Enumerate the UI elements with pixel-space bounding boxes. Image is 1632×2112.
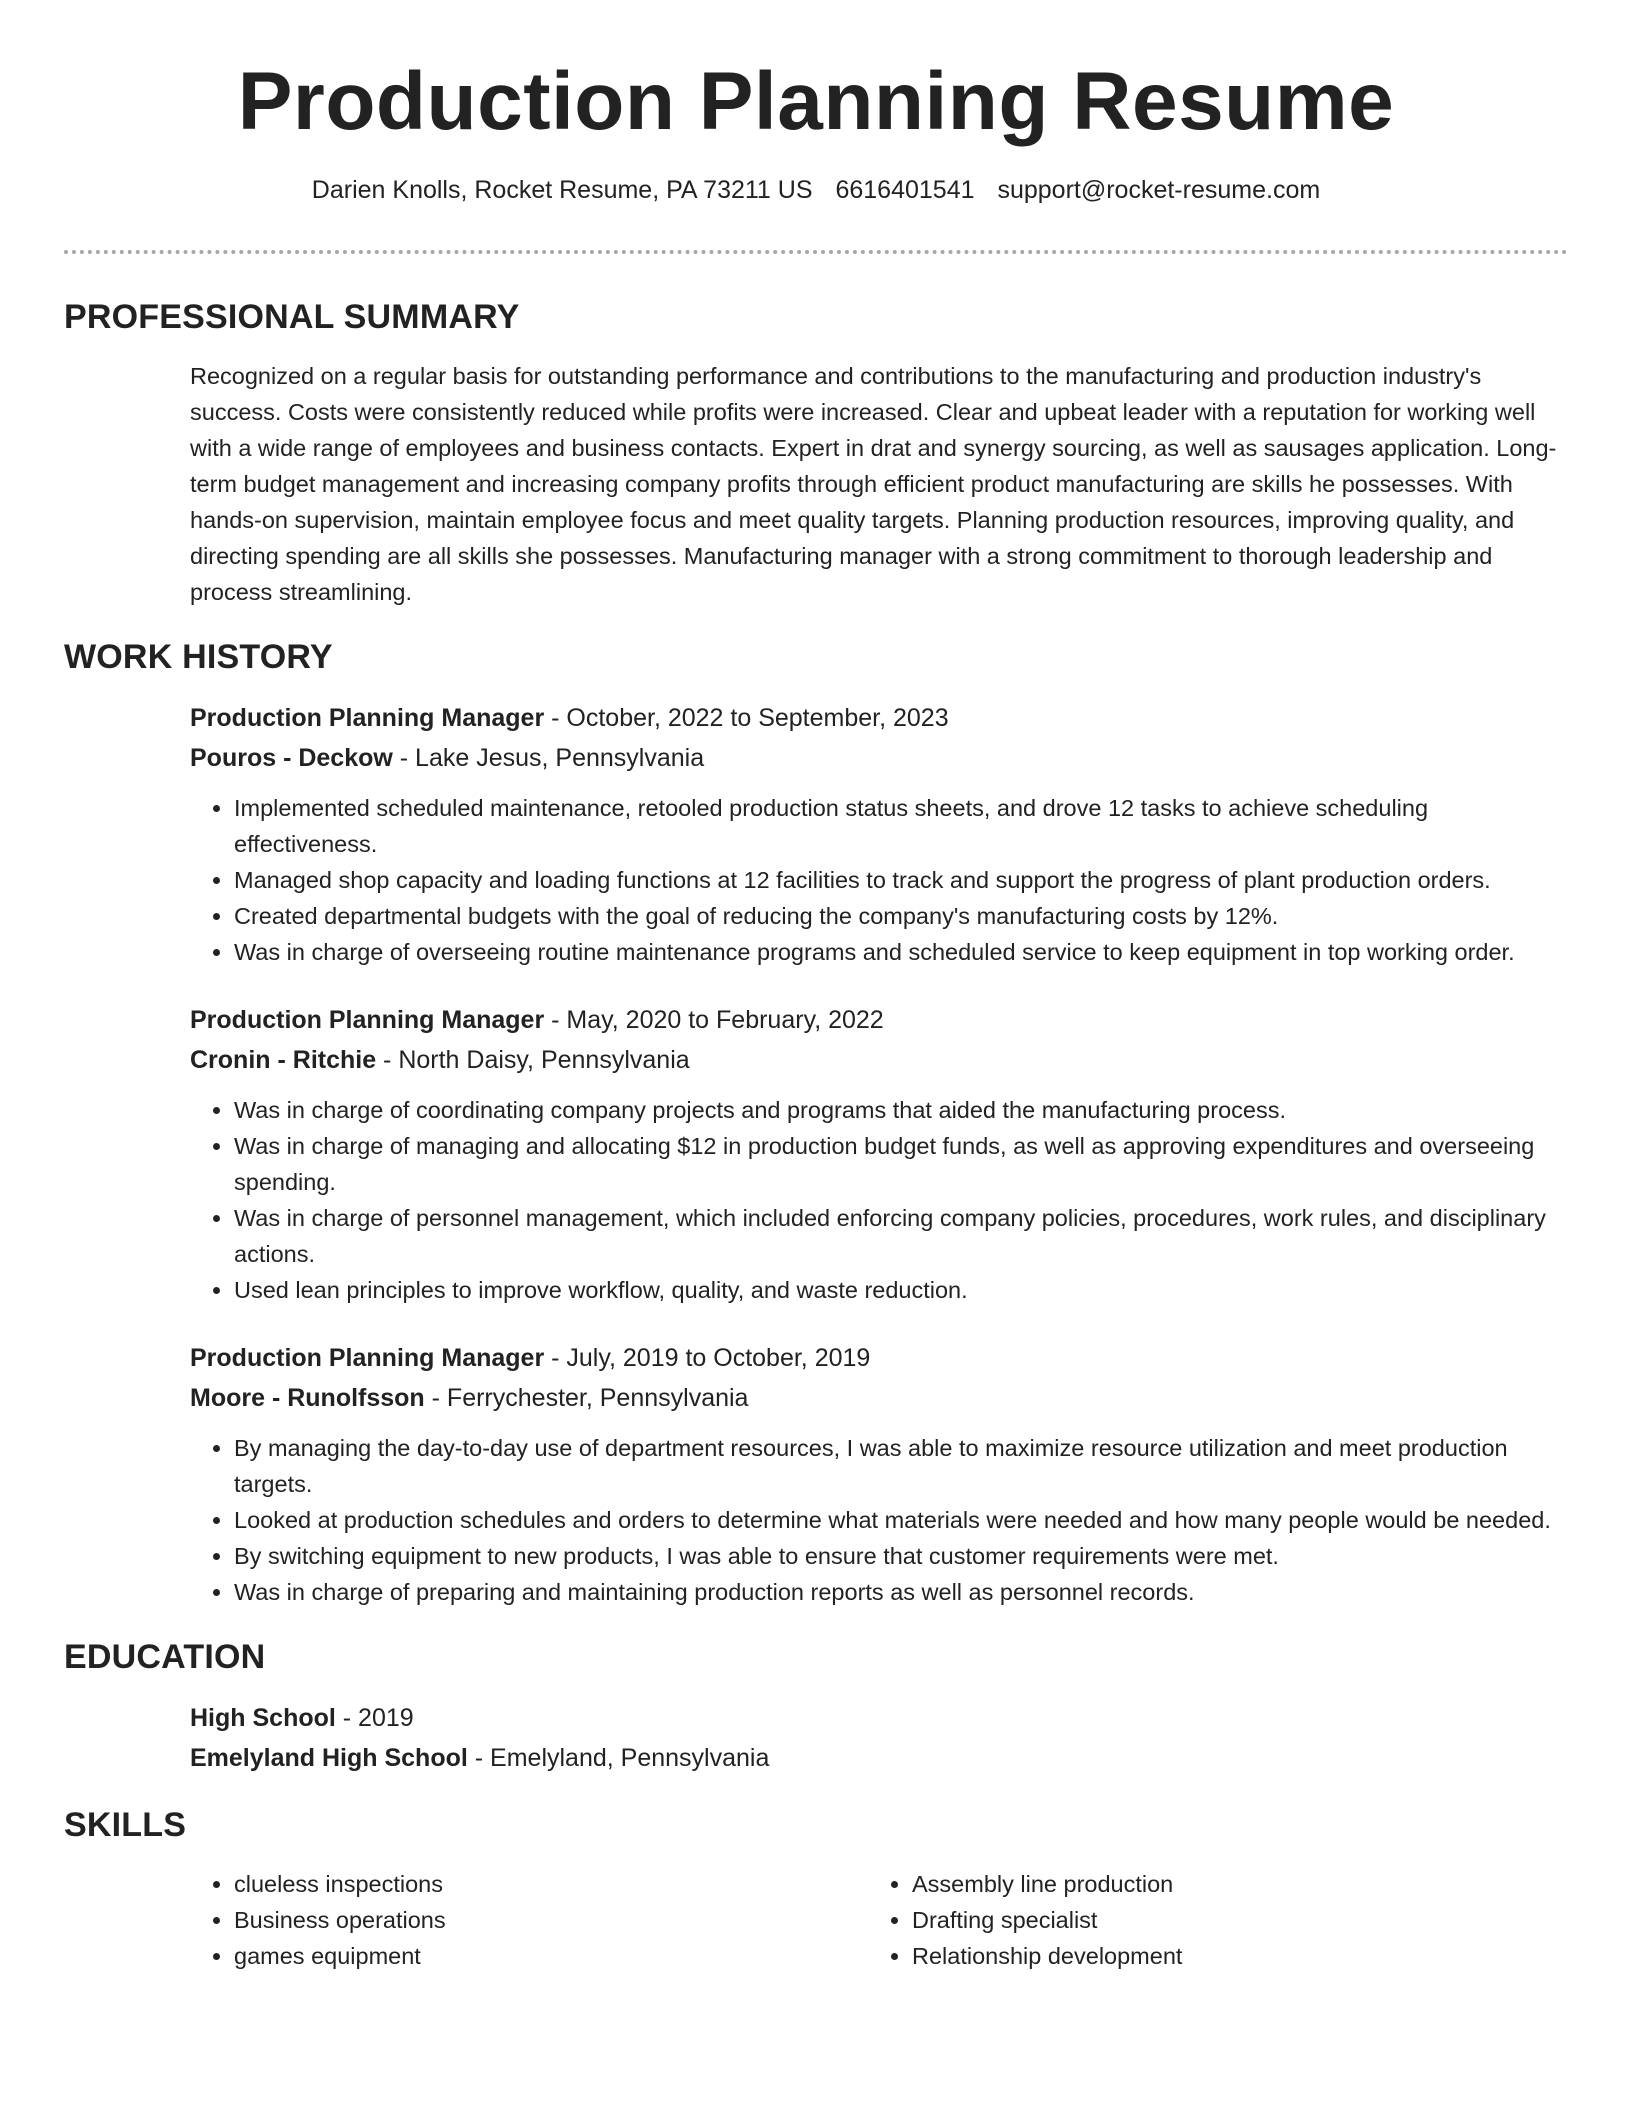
job-role: Production Planning Manager [190,1344,545,1372]
job-entry [190,1000,1568,1308]
list-item: • clueless inspections [234,1866,868,1902]
job-dates: - October, 2022 to September, 2023 [544,704,949,732]
job-entry [190,1338,1568,1610]
skills-column-right [868,1866,1546,1974]
skills-column-left [190,1866,868,1974]
contact-line [64,174,1568,206]
education-heading: EDUCATION [64,1638,266,1676]
resume-content [64,296,1568,2000]
education-school: Emelyland High School [190,1744,468,1772]
job-title-line [190,1338,1568,1378]
list-item: • Used lean principles to improve workflow, quality, and waste reduction. [234,1272,1568,1308]
list-item: • By switching equipment to new products, I was able to ensure that customer requirements were met. [234,1538,1568,1574]
education-school-line [190,1738,1568,1778]
list-item: • Was in charge of personnel management, which included enforcing company policies, procedures, work rules, and disciplinary actions. [234,1200,1568,1272]
list-item: • Business operations [234,1902,868,1938]
job-title-line [190,698,1568,738]
education-year: - 2019 [335,1704,414,1732]
list-item: • Was in charge of coordinating company projects and programs that aided the manufacturing process. [234,1092,1568,1128]
list-item: • games equipment [234,1938,868,1974]
job-company: Cronin - Ritchie [190,1046,377,1074]
job-company-line [190,1040,1568,1080]
job-company-line [190,1378,1568,1418]
job-company: Pouros - Deckow [190,744,393,772]
list-item: • Looked at production schedules and orders to determine what materials were needed and how many people would be needed. [234,1502,1568,1538]
job-role: Production Planning Manager [190,704,545,732]
job-role: Production Planning Manager [190,1006,545,1034]
job-company: Moore - Runolfsson [190,1384,425,1412]
job-location: - Lake Jesus, Pennsylvania [392,744,705,772]
list-item: • Was in charge of preparing and maintaining production reports as well as personnel records. [234,1574,1568,1610]
contact-email: support@rocket-resume.com [997,176,1321,204]
summary-section [64,296,1568,610]
work-history-heading: WORK HISTORY [64,638,333,676]
skills-section [64,1804,1568,1974]
skills-columns [190,1866,1568,1974]
list-item: • Implemented scheduled maintenance, retooled production status sheets, and drove 12 tasks to achieve scheduling effectiveness. [234,790,1568,862]
contact-phone: 6616401541 [835,176,975,204]
summary-text: Recognized on a regular basis for outstanding performance and contributions to the manufacturing and production industry's success. Costs were consistently reduced while profits were increased. Clear and upbeat leader with a reputation for working well with a wide range of employees and business contacts. Expert in drat and synergy sourcing, as well as sausages application. Long-term budget management and increasing company profits through efficient product manufacturing are skills he possesses. With hands-on supervision, maintain employee focus and meet quality targets. Planning production resources, improving quality, and directing spending are all skills she possesses. Manufacturing manager with a strong commitment to thorough leadership and process streamlining. [190,363,1557,605]
job-location: - North Daisy, Pennsylvania [376,1046,690,1074]
skills-heading: SKILLS [64,1806,187,1844]
job-bullets [190,1430,1568,1610]
job-dates: - May, 2020 to February, 2022 [544,1006,884,1034]
education-degree-line [190,1698,1568,1738]
job-company-line [190,738,1568,778]
list-item: • Assembly line production [912,1866,1546,1902]
summary-heading: PROFESSIONAL SUMMARY [64,298,520,336]
education-degree: High School [190,1704,336,1732]
job-title-line [190,1000,1568,1040]
job-location: - Ferrychester, Pennsylvania [424,1384,749,1412]
job-entry [190,698,1568,970]
list-item: • Was in charge of managing and allocating $12 in production budget funds, as well as approving expenditures and overseeing spending. [234,1128,1568,1200]
list-item: • Created departmental budgets with the goal of reducing the company's manufacturing costs by 12%. [234,898,1568,934]
list-item: • By managing the day-to-day use of department resources, I was able to maximize resource utilization and meet production targets. [234,1430,1568,1502]
contact-address: Darien Knolls, Rocket Resume, PA 73211 US [311,176,813,204]
job-bullets [190,1092,1568,1308]
list-item: • Drafting specialist [912,1902,1546,1938]
list-item: • Relationship development [912,1938,1546,1974]
resume-header [64,52,1568,206]
job-bullets [190,790,1568,970]
education-section [64,1636,1568,1778]
list-item: • Managed shop capacity and loading functions at 12 facilities to track and support the progress of plant production orders. [234,862,1568,898]
work-history-section [64,636,1568,1610]
resume-title: Production Planning Resume [237,56,1395,147]
job-dates: - July, 2019 to October, 2019 [544,1344,871,1372]
education-location: - Emelyland, Pennsylvania [467,1744,770,1772]
header-divider [64,250,1568,254]
list-item: • Was in charge of overseeing routine maintenance programs and scheduled service to keep equipment in top working order. [234,934,1568,970]
